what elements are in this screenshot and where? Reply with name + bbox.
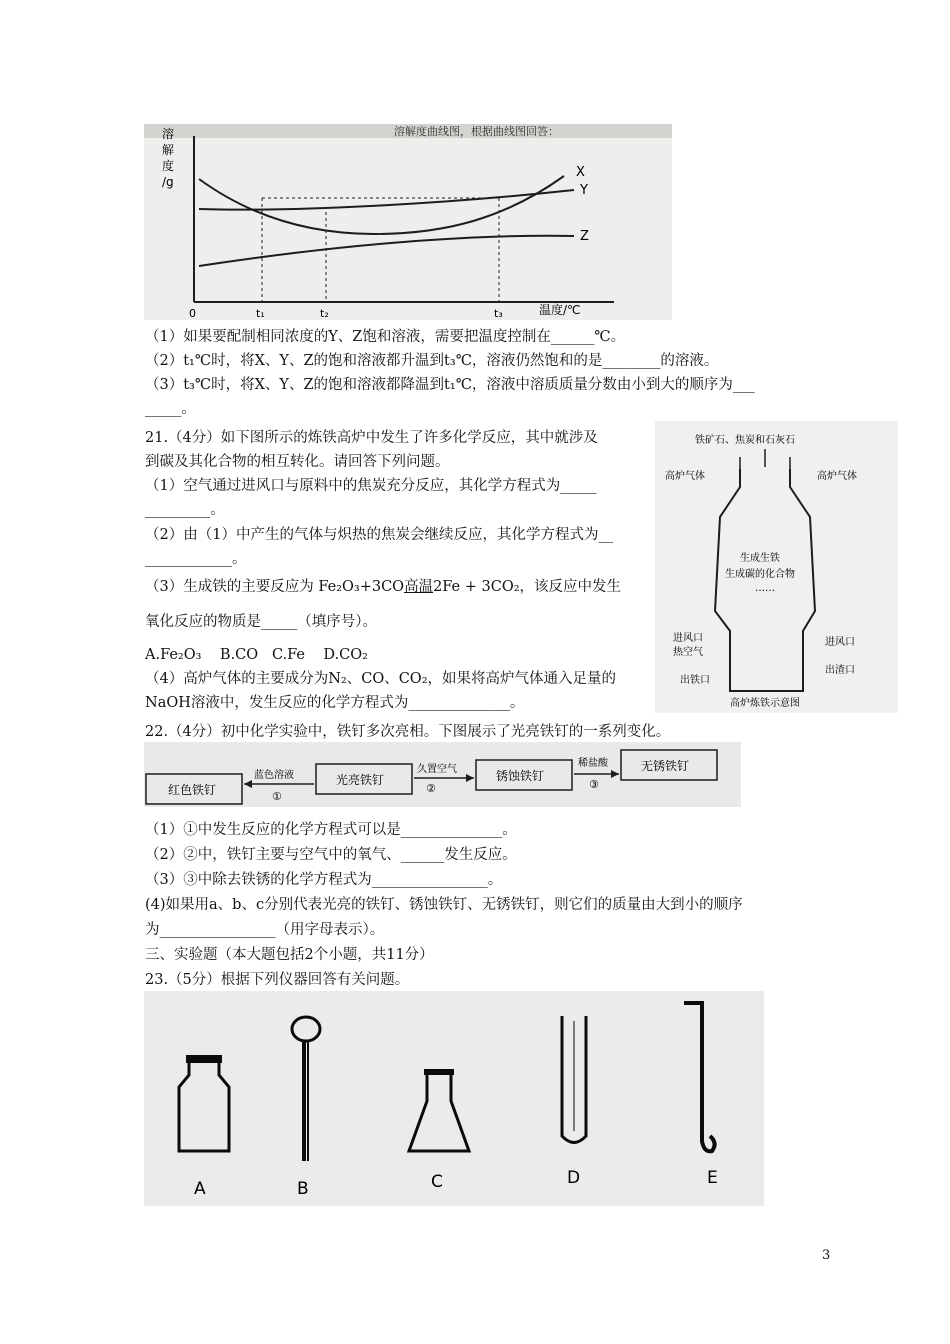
flow-box-clean-nail: 无锈铁钉 xyxy=(641,759,690,773)
q21-item3 xyxy=(145,577,621,597)
tick-t2: t₂ xyxy=(320,307,329,320)
iron-nail-flowchart-svg xyxy=(144,742,741,807)
furnace-slag-out: 出渣口 xyxy=(825,665,855,676)
origin-label: 0 xyxy=(189,307,196,320)
q21-item2a: （2）由（1）中产生的气体与炽热的焦炭会继续反应，其化学方程式为__ xyxy=(145,527,613,543)
section-3-heading: 三、实验题（本大题包括2个小题，共11分） xyxy=(145,947,434,963)
flow-arrow-air: 久置空气 xyxy=(417,764,457,775)
flow-box-red-nail: 红色铁钉 xyxy=(168,783,217,797)
q20-item1: （1）如果要配制相同浓度的Y、Z饱和溶液，需要把温度控制在______℃。 xyxy=(145,329,626,345)
furnace-dots: …… xyxy=(755,583,775,594)
q23-intro: 23.（5分）根据下列仪器回答有关问题。 xyxy=(145,972,410,988)
page-number: 3 xyxy=(822,1248,831,1263)
solubility-graph-svg xyxy=(144,124,672,320)
y-label-2: 解 xyxy=(162,143,175,157)
y-label-4: /g xyxy=(162,175,174,189)
tick-t3: t₃ xyxy=(494,307,503,320)
q21-item4b: NaOH溶液中，发生反应的化学方程式为______________。 xyxy=(145,695,525,711)
q21-intro-2: 到碳及其化合物的相互转化。请回答下列问题。 xyxy=(145,454,450,470)
furnace-inlet-left-1: 进风口 xyxy=(673,633,703,644)
q21-item3-condition: 高温 xyxy=(404,579,434,595)
furnace-caption: 高炉炼铁示意图 xyxy=(730,698,800,709)
graph-header: 溶解度曲线图，根据曲线图回答： xyxy=(394,125,559,138)
q21-item3b: 氧化反应的物质是_____（填序号）。 xyxy=(145,614,377,630)
flow-step-3: ③ xyxy=(589,778,599,791)
curve-x-label: X xyxy=(576,165,585,180)
q21-item1a: （1）空气通过进风口与原料中的焦炭充分反应，其化学方程式为_____ xyxy=(145,478,597,494)
furnace-iron-out: 出铁口 xyxy=(680,675,710,686)
q21-item3-suffix: 2Fe + 3CO₂，该反应中发生 xyxy=(433,579,622,595)
flow-step-2: ② xyxy=(426,782,436,795)
flow-arrow-blue-solution: 蓝色溶液 xyxy=(254,770,294,781)
x-axis-label: 温度/℃ xyxy=(539,303,581,317)
furnace-inlet-right: 进风口 xyxy=(825,637,855,648)
q22-intro: 22.（4分）初中化学实验中，铁钉多次亮相。下图展示了光亮铁钉的一系列变化。 xyxy=(145,724,671,740)
q22-item3: （3）③中除去铁锈的化学方程式为________________。 xyxy=(145,872,503,888)
furnace-gas-right: 高炉气体 xyxy=(817,471,857,482)
q20-item3a: （3）t₃℃时，将X、Y、Z的饱和溶液都降温到t₁℃，溶液中溶质质量分数由小到大的顺序为___ xyxy=(145,377,755,393)
flow-step-1: ① xyxy=(272,790,282,803)
flow-box-rusty-nail: 锈蚀铁钉 xyxy=(496,769,545,783)
y-label-1: 溶 xyxy=(162,127,175,141)
blast-furnace-svg xyxy=(655,421,898,713)
flow-arrow-acid: 稀盐酸 xyxy=(578,758,608,769)
q22-item1: （1）①中发生反应的化学方程式可以是______________。 xyxy=(145,822,517,838)
q20-item2: （2）t₁℃时，将X、Y、Z的饱和溶液都升温到t₃℃，溶液仍然饱和的是________的溶液。 xyxy=(145,353,719,369)
tick-t1: t₁ xyxy=(256,307,265,320)
q22-item4a: (4)如果用a、b、c分别代表光亮的铁钉、锈蚀铁钉、无锈铁钉，则它们的质量由大到小的顺序 xyxy=(145,897,743,913)
flow-box-shiny-nail: 光亮铁钉 xyxy=(336,773,385,787)
furnace-top-label: 铁矿石、焦炭和石灰石 xyxy=(695,435,795,446)
furnace-mid-2: 生成碳的化合物 xyxy=(725,569,795,580)
q20-item3b: _____。 xyxy=(145,401,196,417)
apparatus-label-b: B xyxy=(297,1179,309,1199)
q22-item4b: 为________________（用字母表示）。 xyxy=(145,922,385,938)
q21-item1b: _________。 xyxy=(145,502,225,518)
apparatus-label-a: A xyxy=(194,1179,206,1199)
iron-nail-flowchart xyxy=(144,742,741,807)
lab-apparatus-photo xyxy=(144,991,764,1206)
q21-item2b: ____________。 xyxy=(145,551,247,567)
lab-apparatus-svg xyxy=(144,991,764,1206)
furnace-inlet-left-2: 热空气 xyxy=(673,647,703,658)
q21-item3-prefix: （3）生成铁的主要反应为 Fe₂O₃+3CO xyxy=(145,579,405,595)
q21-intro-1: 21.（4分）如下图所示的炼铁高炉中发生了许多化学反应，其中就涉及 xyxy=(145,430,598,446)
apparatus-label-d: D xyxy=(567,1168,581,1188)
y-label-3: 度 xyxy=(162,159,175,173)
furnace-mid-1: 生成生铁 xyxy=(740,553,780,564)
furnace-gas-left: 高炉气体 xyxy=(665,471,705,482)
blast-furnace-diagram xyxy=(655,421,898,713)
curve-y-label: Y xyxy=(580,183,588,198)
solubility-graph xyxy=(144,124,672,320)
q21-item4a: （4）高炉气体的主要成分为N₂、CO、CO₂，如果将高炉气体通入足量的 xyxy=(145,671,616,687)
apparatus-label-e: E xyxy=(707,1168,718,1188)
q22-item2: （2）②中，铁钉主要与空气中的氧气、______发生反应。 xyxy=(145,847,517,863)
apparatus-label-c: C xyxy=(431,1172,443,1192)
q21-options: A.Fe₂O₃ B.CO C.Fe D.CO₂ xyxy=(145,647,368,663)
curve-z-label: Z xyxy=(580,229,589,244)
